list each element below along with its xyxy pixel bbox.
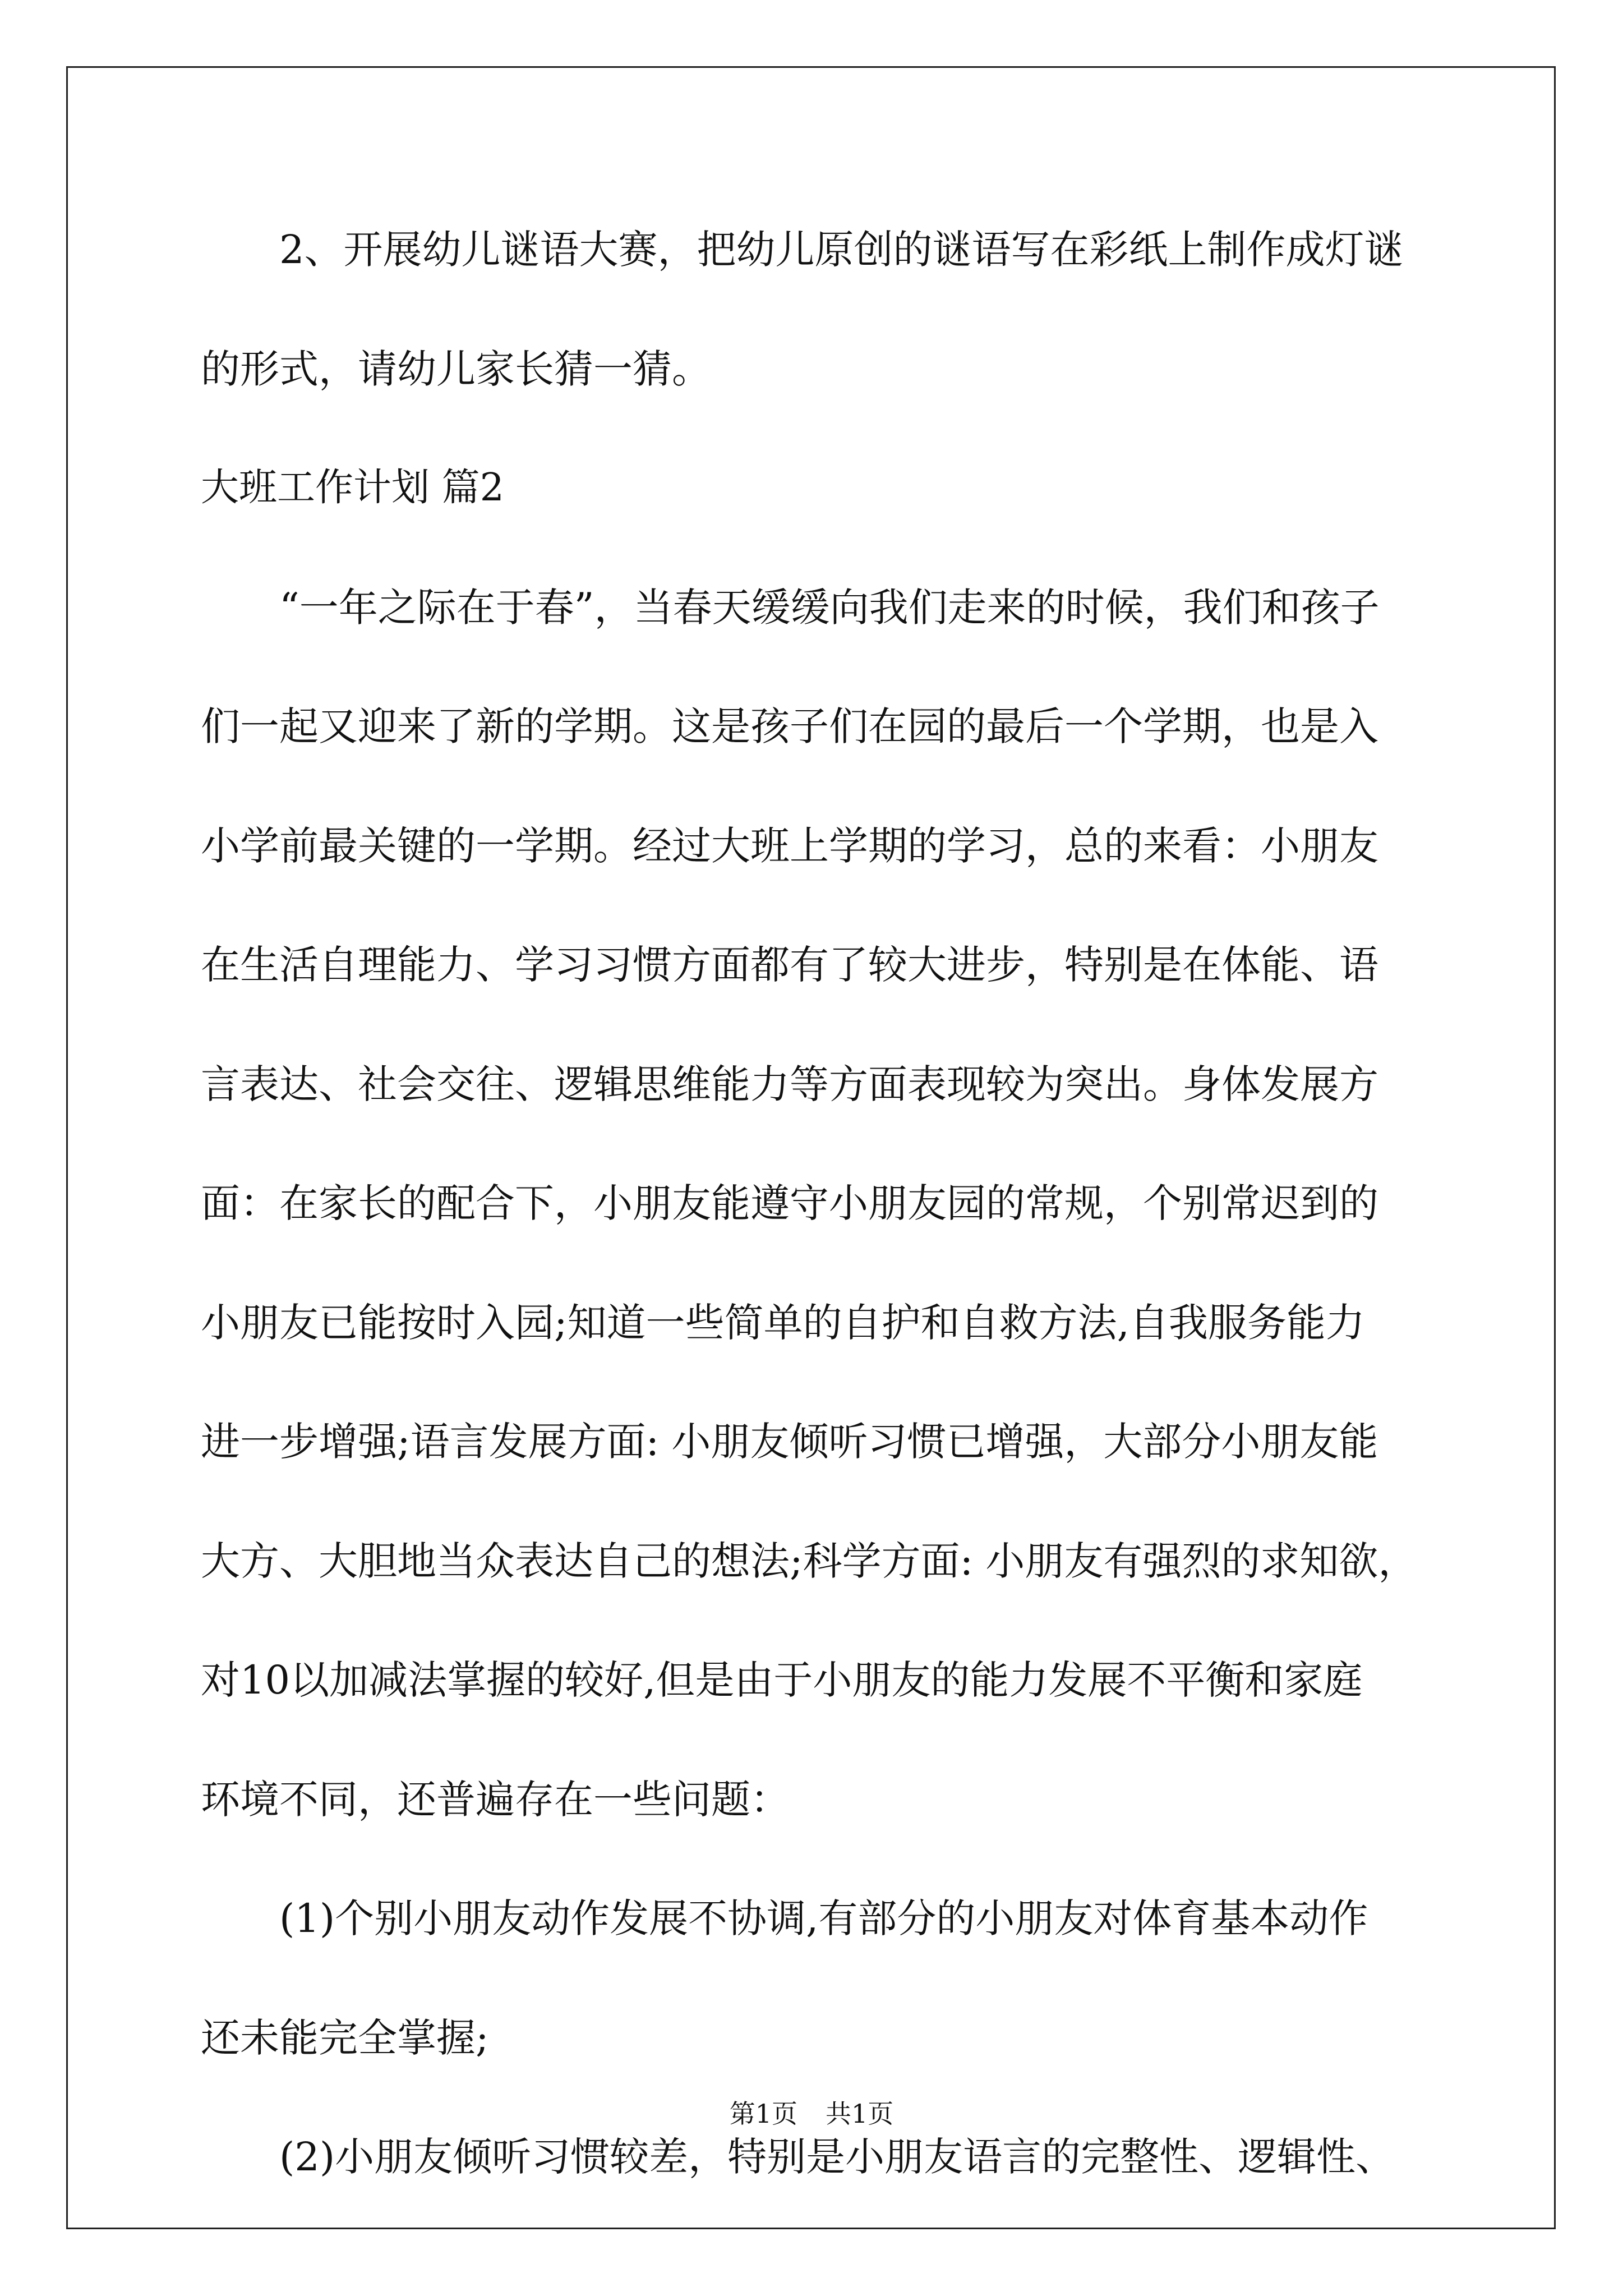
paragraph-intro-line-7: 小朋友已能按时入园;知道一些简单的自护和自救方法,自我服务能力	[201, 1300, 1365, 1346]
paragraph-intro-line-4: 在生活自理能力、学习习惯方面都有了较大进步，特别是在体能、语	[201, 942, 1378, 988]
paragraph-riddle-line-2: 的形式，请幼儿家长猜一猜。	[201, 346, 711, 392]
paragraph-riddle-line-1: 2、开展幼儿谜语大赛，把幼儿原创的谜语写在彩纸上制作成灯谜	[279, 227, 1404, 273]
list-item-2-line-1: (2)小朋友倾听习惯较差，特别是小朋友语言的完整性、逻辑性、	[279, 2134, 1395, 2180]
paragraph-intro-line-9: 大方、大胆地当众表达自己的想法;科学方面: 小朋友有强烈的求知欲，	[201, 1538, 1418, 1584]
paragraph-intro-line-8: 进一步增强;语言发展方面: 小朋友倾听习惯已增强，大部分小朋友能	[201, 1419, 1378, 1465]
page-number: 第1页	[729, 2099, 797, 2129]
paragraph-intro-line-1: “一年之际在于春”，当春天缓缓向我们走来的时候，我们和孩子	[279, 585, 1380, 631]
paragraph-intro-line-6: 面：在家长的配合下，小朋友能遵守小朋友园的常规，个别常迟到的	[201, 1180, 1378, 1226]
paragraph-intro-line-10: 对10以加减法掌握的较好,但是由于小朋友的能力发展不平衡和家庭	[201, 1657, 1363, 1703]
paragraph-intro-line-5: 言表达、社会交往、逻辑思维能力等方面表现较为突出。身体发展方	[201, 1061, 1378, 1107]
paragraph-intro-line-3: 小学前最关键的一学期。经过大班上学期的学习，总的来看：小朋友	[201, 823, 1378, 869]
page-total: 共1页	[826, 2099, 894, 2129]
section-heading: 大班工作计划 篇2	[201, 466, 504, 510]
paragraph-intro-line-11: 环境不同，还普遍存在一些问题：	[201, 1777, 790, 1823]
page-footer	[0, 2097, 1623, 2131]
list-item-1-line-2: 还未能完全掌握;	[201, 2015, 489, 2061]
paragraph-intro-line-2: 们一起又迎来了新的学期。这是孩子们在园的最后一个学期，也是入	[201, 703, 1378, 749]
list-item-1-line-1: (1)个别小朋友动作发展不协调,有部分的小朋友对体育基本动作	[279, 1895, 1368, 1941]
